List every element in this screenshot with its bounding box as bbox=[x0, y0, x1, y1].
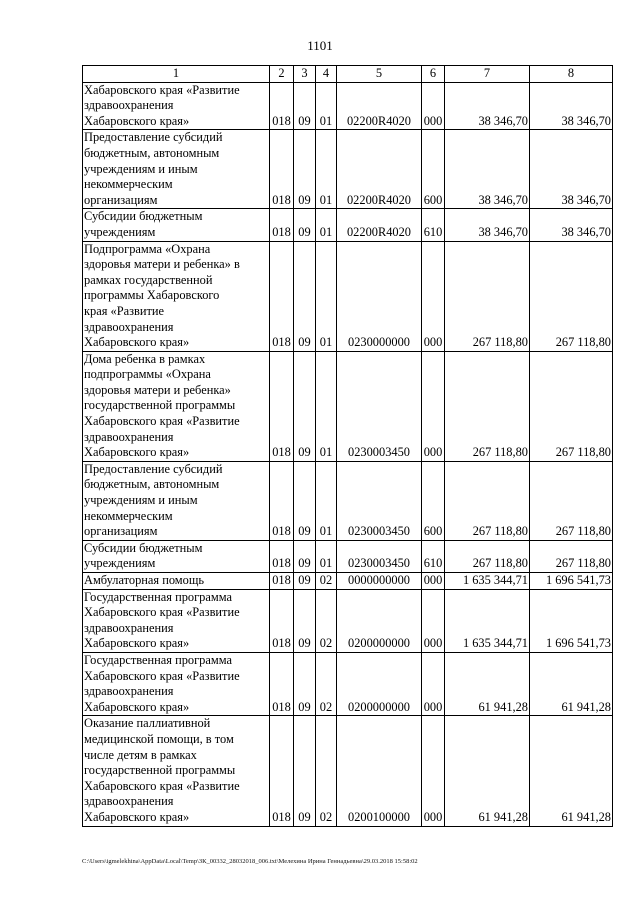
row-name-line: здравоохранения bbox=[84, 620, 174, 635]
expense-type-cell: 000 bbox=[422, 589, 445, 652]
subsection-code-cell: 01 bbox=[316, 241, 337, 351]
amount-year2-cell: 1 696 541,73 bbox=[530, 573, 613, 590]
subsection-code-cell: 02 bbox=[316, 716, 337, 826]
amount-year1-cell: 38 346,70 bbox=[445, 130, 530, 209]
row-name-cell bbox=[83, 241, 270, 351]
expense-type-cell: 000 bbox=[422, 241, 445, 351]
expense-type-cell: 000 bbox=[422, 82, 445, 130]
table-row bbox=[83, 540, 613, 572]
column-header-1: 1 bbox=[83, 66, 270, 83]
row-name-line: Хабаровского края «Развитие bbox=[84, 82, 240, 97]
expense-type-cell: 600 bbox=[422, 461, 445, 540]
section-code-cell: 09 bbox=[294, 540, 316, 572]
ministry-code-cell: 018 bbox=[270, 130, 294, 209]
amount-year2-cell: 38 346,70 bbox=[530, 82, 613, 130]
row-name-line: Хабаровского края «Развитие bbox=[84, 605, 240, 620]
row-name-line: Субсидии бюджетным bbox=[84, 540, 203, 555]
section-code-cell: 09 bbox=[294, 461, 316, 540]
ministry-code-cell: 018 bbox=[270, 82, 294, 130]
row-name-line: Государственная программа bbox=[84, 652, 232, 667]
amount-year2-cell: 267 118,80 bbox=[530, 351, 613, 461]
row-name-line: Хабаровского края» bbox=[84, 809, 190, 824]
ministry-code-cell: 018 bbox=[270, 461, 294, 540]
row-name-line: Хабаровского края» bbox=[84, 113, 190, 128]
amount-year2-cell: 38 346,70 bbox=[530, 209, 613, 241]
section-code-cell: 09 bbox=[294, 589, 316, 652]
row-name-line: некоммерческим bbox=[84, 508, 173, 523]
section-code-cell: 09 bbox=[294, 130, 316, 209]
row-name-cell bbox=[83, 573, 270, 590]
section-code-cell: 09 bbox=[294, 573, 316, 590]
target-article-cell: 0200100000 bbox=[337, 716, 422, 826]
amount-year1-cell: 1 635 344,71 bbox=[445, 589, 530, 652]
file-path-footer: C:\Users\igmelekhina\AppData\Local\Temp\ЗК_00332_28032018_006.txt\Мелехина Ирина Геннадьевна\29.03.2018 15:58:02 bbox=[82, 858, 418, 865]
expense-type-cell: 600 bbox=[422, 130, 445, 209]
row-name-line: учреждениям и иным bbox=[84, 161, 198, 176]
target-article-cell: 02200R4020 bbox=[337, 82, 422, 130]
target-article-cell: 0230003450 bbox=[337, 540, 422, 572]
column-header-5: 5 bbox=[337, 66, 422, 83]
amount-year1-cell: 1 635 344,71 bbox=[445, 573, 530, 590]
target-article-cell: 0230003450 bbox=[337, 351, 422, 461]
subsection-code-cell: 01 bbox=[316, 82, 337, 130]
row-name-line: бюджетным, автономным bbox=[84, 477, 220, 492]
row-name-line: Предоставление субсидий bbox=[84, 461, 223, 476]
expense-type-cell: 000 bbox=[422, 573, 445, 590]
column-header-2: 2 bbox=[270, 66, 294, 83]
row-name-line: здравоохранения bbox=[84, 98, 174, 113]
row-name-line: учреждениям bbox=[84, 224, 156, 239]
row-name-line: края «Развитие bbox=[84, 303, 165, 318]
ministry-code-cell: 018 bbox=[270, 716, 294, 826]
amount-year1-cell: 38 346,70 bbox=[445, 82, 530, 130]
column-header-3: 3 bbox=[294, 66, 316, 83]
ministry-code-cell: 018 bbox=[270, 351, 294, 461]
row-name-line: Хабаровского края «Развитие bbox=[84, 778, 240, 793]
table-row bbox=[83, 573, 613, 590]
row-name-line: организациям bbox=[84, 192, 158, 207]
table-row bbox=[83, 351, 613, 461]
amount-year2-cell: 61 941,28 bbox=[530, 716, 613, 826]
table-body bbox=[83, 82, 613, 826]
row-name-line: Хабаровского края» bbox=[84, 335, 190, 350]
subsection-code-cell: 02 bbox=[316, 573, 337, 590]
table-row bbox=[83, 716, 613, 826]
row-name-line: учреждениям и иным bbox=[84, 493, 198, 508]
column-header-4: 4 bbox=[316, 66, 337, 83]
row-name-cell bbox=[83, 716, 270, 826]
column-header-6: 6 bbox=[422, 66, 445, 83]
row-name-line: государственной программы bbox=[84, 763, 236, 778]
row-name-line: Дома ребенка в рамках bbox=[84, 351, 206, 366]
row-name-cell bbox=[83, 351, 270, 461]
row-name-line: Амбулаторная помощь bbox=[84, 573, 205, 587]
target-article-cell: 02200R4020 bbox=[337, 130, 422, 209]
row-name-line: учреждениям bbox=[84, 556, 156, 571]
row-name-cell bbox=[83, 652, 270, 715]
row-name-line: Хабаровского края» bbox=[84, 699, 190, 714]
budget-table bbox=[82, 65, 613, 827]
expense-type-cell: 610 bbox=[422, 209, 445, 241]
row-name-line: здравоохранения bbox=[84, 684, 174, 699]
row-name-line: подпрограммы «Охрана bbox=[84, 367, 211, 382]
ministry-code-cell: 018 bbox=[270, 589, 294, 652]
subsection-code-cell: 02 bbox=[316, 652, 337, 715]
section-code-cell: 09 bbox=[294, 241, 316, 351]
section-code-cell: 09 bbox=[294, 716, 316, 826]
section-code-cell: 09 bbox=[294, 652, 316, 715]
target-article-cell: 0230003450 bbox=[337, 461, 422, 540]
amount-year2-cell: 267 118,80 bbox=[530, 461, 613, 540]
table-row bbox=[83, 589, 613, 652]
row-name-line: здравоохранения bbox=[84, 319, 174, 334]
row-name-cell bbox=[83, 82, 270, 130]
table-row bbox=[83, 461, 613, 540]
row-name-line: медицинской помощи, в том bbox=[84, 731, 234, 746]
amount-year1-cell: 267 118,80 bbox=[445, 540, 530, 572]
amount-year1-cell: 61 941,28 bbox=[445, 652, 530, 715]
row-name-line: программы Хабаровского bbox=[84, 288, 220, 303]
row-name-cell bbox=[83, 461, 270, 540]
subsection-code-cell: 01 bbox=[316, 209, 337, 241]
ministry-code-cell: 018 bbox=[270, 209, 294, 241]
section-code-cell: 09 bbox=[294, 209, 316, 241]
amount-year1-cell: 38 346,70 bbox=[445, 209, 530, 241]
row-name-line: Государственная программа bbox=[84, 589, 232, 604]
row-name-line: здравоохранения bbox=[84, 794, 174, 809]
expense-type-cell: 000 bbox=[422, 351, 445, 461]
row-name-cell bbox=[83, 589, 270, 652]
section-code-cell: 09 bbox=[294, 82, 316, 130]
row-name-line: Хабаровского края» bbox=[84, 636, 190, 651]
row-name-line: здоровья матери и ребенка» bbox=[84, 382, 231, 397]
table-row bbox=[83, 82, 613, 130]
amount-year1-cell: 61 941,28 bbox=[445, 716, 530, 826]
subsection-code-cell: 01 bbox=[316, 461, 337, 540]
target-article-cell: 0200000000 bbox=[337, 589, 422, 652]
ministry-code-cell: 018 bbox=[270, 573, 294, 590]
ministry-code-cell: 018 bbox=[270, 652, 294, 715]
amount-year1-cell: 267 118,80 bbox=[445, 241, 530, 351]
target-article-cell: 0230000000 bbox=[337, 241, 422, 351]
ministry-code-cell: 018 bbox=[270, 241, 294, 351]
row-name-line: здравоохранения bbox=[84, 429, 174, 444]
row-name-line: некоммерческим bbox=[84, 177, 173, 192]
table-row bbox=[83, 130, 613, 209]
amount-year2-cell: 38 346,70 bbox=[530, 130, 613, 209]
expense-type-cell: 000 bbox=[422, 652, 445, 715]
row-name-line: Хабаровского края «Развитие bbox=[84, 668, 240, 683]
row-name-line: числе детям в рамках bbox=[84, 747, 197, 762]
row-name-line: Предоставление субсидий bbox=[84, 130, 223, 145]
page-number: 1101 bbox=[307, 38, 333, 53]
column-header-7: 7 bbox=[445, 66, 530, 83]
amount-year1-cell: 267 118,80 bbox=[445, 461, 530, 540]
row-name-line: государственной программы bbox=[84, 398, 236, 413]
amount-year1-cell: 267 118,80 bbox=[445, 351, 530, 461]
expense-type-cell: 610 bbox=[422, 540, 445, 572]
amount-year2-cell: 267 118,80 bbox=[530, 540, 613, 572]
section-code-cell: 09 bbox=[294, 351, 316, 461]
row-name-line: Хабаровского края «Развитие bbox=[84, 414, 240, 429]
row-name-line: бюджетным, автономным bbox=[84, 145, 220, 160]
target-article-cell: 0000000000 bbox=[337, 573, 422, 590]
subsection-code-cell: 01 bbox=[316, 351, 337, 461]
ministry-code-cell: 018 bbox=[270, 540, 294, 572]
target-article-cell: 0200000000 bbox=[337, 652, 422, 715]
target-article-cell: 02200R4020 bbox=[337, 209, 422, 241]
table-row bbox=[83, 209, 613, 241]
row-name-line: Оказание паллиативной bbox=[84, 716, 211, 731]
row-name-line: Подпрограмма «Охрана bbox=[84, 241, 211, 256]
amount-year2-cell: 267 118,80 bbox=[530, 241, 613, 351]
amount-year2-cell: 61 941,28 bbox=[530, 652, 613, 715]
row-name-line: Субсидии бюджетным bbox=[84, 209, 203, 224]
expense-type-cell: 000 bbox=[422, 716, 445, 826]
header-row bbox=[83, 66, 613, 83]
subsection-code-cell: 01 bbox=[316, 540, 337, 572]
table-row bbox=[83, 652, 613, 715]
row-name-cell bbox=[83, 130, 270, 209]
row-name-cell bbox=[83, 540, 270, 572]
row-name-line: здоровья матери и ребенка» в bbox=[84, 257, 240, 272]
subsection-code-cell: 01 bbox=[316, 130, 337, 209]
row-name-line: рамках государственной bbox=[84, 272, 213, 287]
row-name-line: Хабаровского края» bbox=[84, 445, 190, 460]
table-row bbox=[83, 241, 613, 351]
row-name-cell bbox=[83, 209, 270, 241]
column-header-8: 8 bbox=[530, 66, 613, 83]
amount-year2-cell: 1 696 541,73 bbox=[530, 589, 613, 652]
row-name-line: организациям bbox=[84, 524, 158, 539]
subsection-code-cell: 02 bbox=[316, 589, 337, 652]
